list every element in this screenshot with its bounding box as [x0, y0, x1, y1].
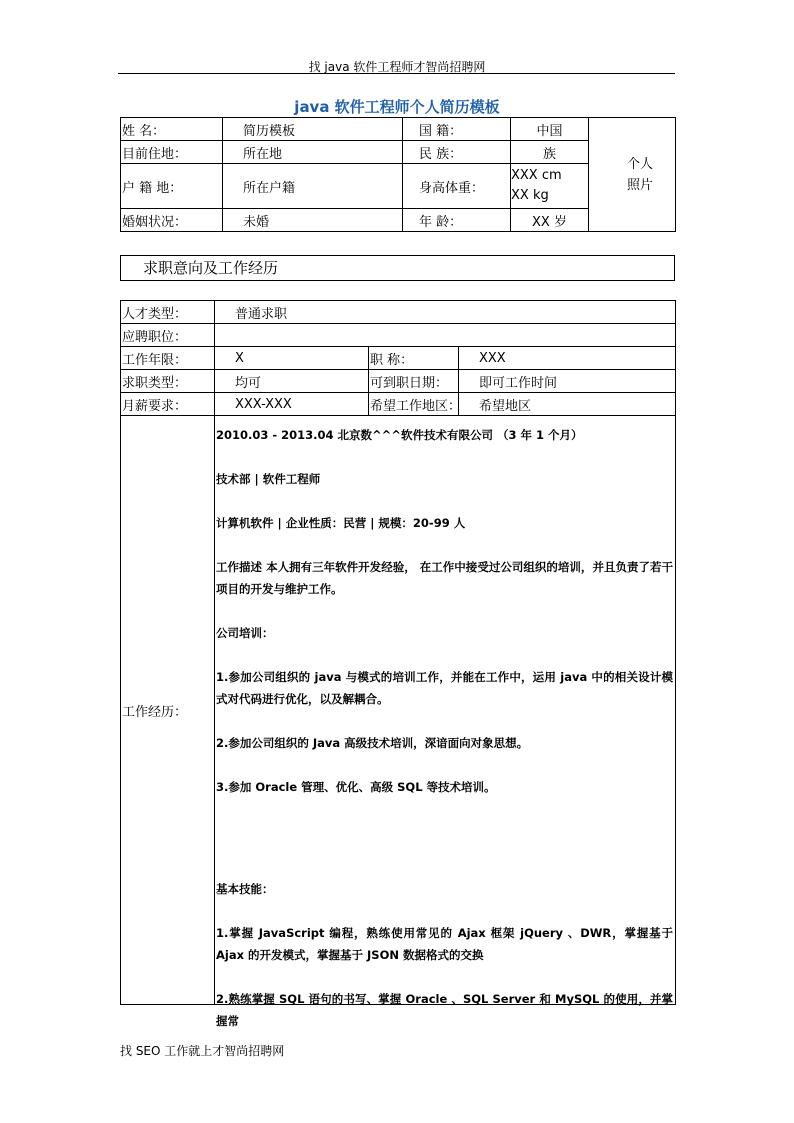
ethnicity-value: 族 [511, 141, 589, 164]
age-value: XX 岁 [511, 209, 589, 232]
start-date-label: 可到职日期： [369, 370, 459, 393]
hukou-label: 户 籍 地： [121, 164, 223, 209]
experience-paragraph [216, 820, 673, 842]
position-value [215, 324, 676, 347]
experience-paragraph: 基本技能： [216, 882, 274, 896]
talent-type-label: 人才类型： [121, 301, 215, 324]
experience-paragraph: 2010.03 - 2013.04 北京数^^^软件技术有限公司 （3 年 1 个月） [216, 428, 583, 442]
marital-value: 未婚 [223, 209, 403, 232]
job-title-label: 职 称： [369, 347, 459, 370]
marital-label: 婚姻状况： [121, 209, 223, 232]
section-heading [120, 255, 675, 281]
experience-paragraph: 1.掌握 JavaScript 编程，熟练使用常见的 Ajax 框架 jQuery 、DWR，掌握基于 Ajax 的开发模式，掌握基于 JSON 数据格式的交换 [216, 926, 674, 962]
residence-value: 所在地 [223, 141, 403, 164]
residence-label: 目前住地： [121, 141, 223, 164]
experience-text [215, 424, 675, 1028]
job-type-label: 求职类型： [121, 370, 215, 393]
experience-paragraph: 2.参加公司组织的 Java 高级技术培训，深谙面向对象思想。 [216, 736, 529, 750]
photo-label: 个人 照片 [626, 156, 653, 193]
job-type-value: 均可 [215, 370, 369, 393]
name-label: 姓 名： [121, 118, 223, 141]
header-rule [118, 73, 675, 74]
experience-content [215, 416, 676, 1028]
personal-info-table [120, 117, 676, 232]
position-label: 应聘职位： [121, 324, 215, 347]
experience-paragraph: 技术部 | 软件工程师 [216, 472, 321, 486]
photo-placeholder [589, 118, 676, 232]
job-title-value: XXX [459, 347, 676, 370]
table-row [121, 393, 676, 416]
location-label: 希望工作地区： [369, 393, 459, 416]
page-header-text: 找 java 软件工程师才智尚招聘网 [308, 60, 486, 74]
experience-paragraph: 1.参加公司组织的 java 与模式的培训工作，并能在工作中，运用 java 中的相关设计模式对代码进行优化，以及解耦合。 [216, 670, 674, 706]
table-row [121, 370, 676, 393]
salary-label: 月薪要求： [121, 393, 215, 416]
job-intention-table [120, 300, 676, 1028]
document-title: java 软件工程师个人简历模板 [294, 98, 500, 116]
location-value: 希望地区 [459, 393, 676, 416]
table-row [121, 118, 676, 141]
experience-paragraph: 公司培训： [216, 626, 274, 640]
age-label: 年 龄： [403, 209, 511, 232]
height-weight-value: XXX cm XX kg [511, 164, 589, 209]
section-heading-text: 求职意向及工作经历 [143, 259, 279, 277]
hukou-value: 所在户籍 [223, 164, 403, 209]
page-footer-text: 找 SEO 工作就上才智尚招聘网 [120, 1044, 285, 1058]
table-row [121, 301, 676, 324]
height-weight-label: 身高体重： [403, 164, 511, 209]
salary-value: XXX-XXX [215, 393, 369, 416]
table-row [121, 347, 676, 370]
nationality-label: 国 籍： [403, 118, 511, 141]
table-row [121, 416, 676, 1005]
experience-paragraph: 2.熟练掌握 SQL 语句的书写、掌握 Oracle 、SQL Server 和 MySQL 的使用，并掌握常 [216, 992, 674, 1028]
table-row [121, 324, 676, 347]
work-years-value: X [215, 347, 369, 370]
nationality-value: 中国 [511, 118, 589, 141]
talent-type-value: 普通求职 [215, 301, 676, 324]
experience-paragraph: 工作描述 本人拥有三年软件开发经验， 在工作中接受过公司组织的培训，并且负责了若干项目的开发与维护工作。 [216, 560, 674, 596]
experience-label: 工作经历： [121, 416, 215, 1005]
experience-paragraph: 计算机软件 | 企业性质：民营 | 规模：20-99 人 [216, 516, 466, 530]
work-years-label: 工作年限： [121, 347, 215, 370]
ethnicity-label: 民 族： [403, 141, 511, 164]
start-date-value: 即可工作时间 [459, 370, 676, 393]
experience-paragraph: 3.参加 Oracle 管理、优化、高级 SQL 等技术培训。 [216, 780, 496, 794]
name-value: 简历模板 [223, 118, 403, 141]
